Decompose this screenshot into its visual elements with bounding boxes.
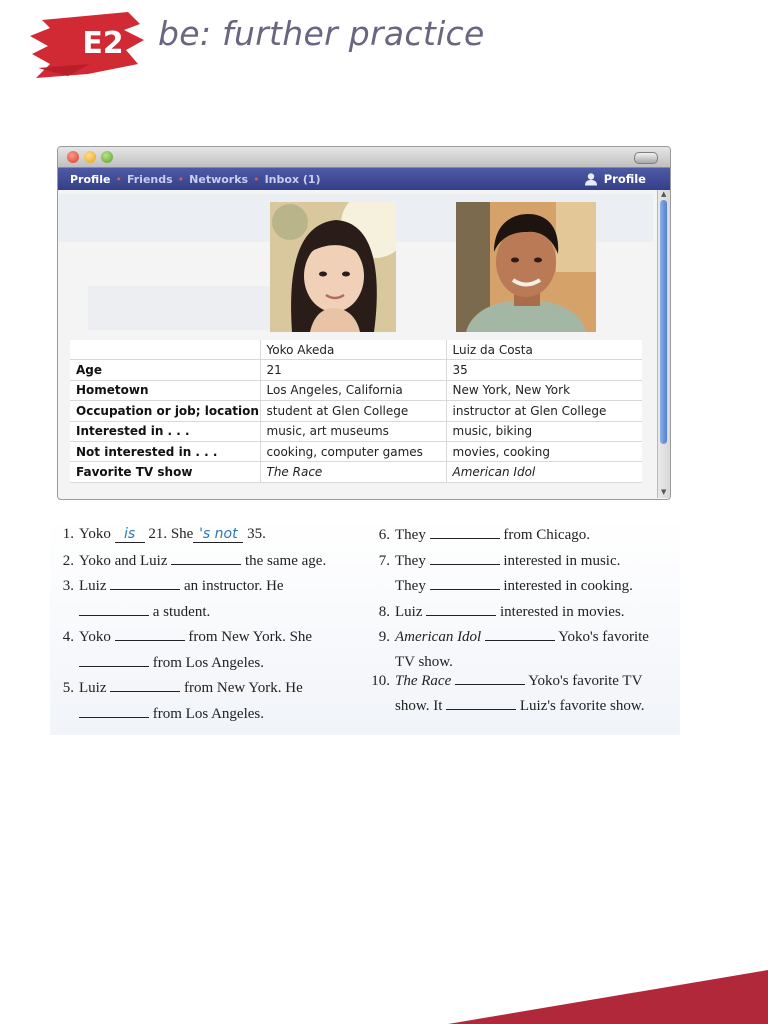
- table-cell: Los Angeles, California: [260, 380, 446, 400]
- zoom-window-button[interactable]: [101, 151, 113, 163]
- answer-blank[interactable]: 's not: [193, 526, 243, 543]
- item-text: Luiz: [395, 603, 423, 620]
- exercise-item: [368, 603, 678, 629]
- item-text: interested in music.: [503, 552, 621, 569]
- profile-menu-button[interactable]: [584, 172, 646, 186]
- table-cell: cooking, computer games: [260, 441, 446, 461]
- item-text: Yoko: [79, 629, 111, 645]
- nav-item-friends[interactable]: Friends: [126, 172, 173, 186]
- answer-blank[interactable]: [171, 552, 241, 565]
- answer-blank[interactable]: [455, 672, 525, 685]
- nav-separator: •: [177, 172, 185, 186]
- item-number: 10.: [371, 672, 390, 689]
- exercise-item: [368, 526, 678, 552]
- item-text: 21. She: [148, 526, 194, 542]
- item-text: from New York. He: [184, 680, 303, 696]
- row-label: Favorite TV show: [70, 462, 260, 482]
- answer-blank[interactable]: [79, 654, 149, 667]
- exercise-column-right: [368, 526, 678, 723]
- scroll-down-arrow-icon[interactable]: ▼: [661, 488, 667, 496]
- item-text: Luiz: [79, 680, 107, 696]
- item-text: interested in cooking.: [503, 578, 633, 594]
- profile-menu-label: Profile: [603, 172, 646, 186]
- answer-blank[interactable]: [426, 603, 496, 616]
- row-label: Age: [70, 360, 260, 380]
- table-header-cell: [70, 340, 260, 360]
- answer-blank[interactable]: [110, 679, 180, 692]
- table-row: [70, 421, 642, 441]
- item-text: show. It: [395, 698, 443, 714]
- table-row: [70, 360, 642, 380]
- item-text: Yoko's favorite: [558, 629, 649, 645]
- item-number: 6.: [378, 527, 390, 543]
- table-cell: American Idol: [446, 462, 642, 482]
- answer-blank[interactable]: [115, 628, 185, 641]
- item-text: They: [395, 552, 426, 569]
- item-number: 3.: [62, 578, 74, 594]
- nav-bar: [58, 168, 670, 190]
- row-label: Interested in . . .: [70, 421, 260, 441]
- table-row: [70, 462, 642, 482]
- item-text: a student.: [152, 603, 211, 620]
- profile-window: [57, 146, 671, 500]
- item-text: Luiz: [79, 578, 107, 594]
- item-number: 2.: [62, 552, 74, 569]
- table-cell: The Race: [260, 462, 446, 482]
- exercise-item: [56, 552, 351, 578]
- table-header-cell: Yoko Akeda: [260, 340, 446, 360]
- item-number: 7.: [378, 552, 390, 569]
- yoko-photo: [270, 202, 396, 332]
- table-cell: 21: [260, 360, 446, 380]
- answer-blank[interactable]: [79, 705, 149, 718]
- item-text: American Idol: [395, 629, 482, 645]
- exercise-item: [368, 672, 678, 698]
- answer-blank[interactable]: [430, 577, 500, 590]
- exercise-item: [56, 526, 351, 552]
- exercise-column-left: [56, 526, 351, 730]
- item-text: Yoko's favorite TV: [528, 672, 643, 689]
- table-cell: music, art museums: [260, 421, 446, 441]
- vertical-scrollbar[interactable]: [657, 190, 670, 498]
- item-number: 4.: [62, 629, 74, 645]
- item-number: 5.: [62, 680, 74, 696]
- item-text: interested in movies.: [500, 603, 625, 620]
- close-window-button[interactable]: [67, 151, 79, 163]
- scroll-up-arrow-icon[interactable]: ▲: [661, 190, 667, 198]
- exercise-item-continuation: [368, 697, 678, 723]
- item-text: Luiz's favorite show.: [519, 698, 645, 714]
- exercise-item-continuation: [56, 654, 351, 680]
- item-text: The Race: [395, 672, 452, 689]
- item-text: from New York. She: [188, 629, 313, 645]
- luiz-photo: [456, 202, 596, 332]
- item-text: from Los Angeles.: [152, 705, 264, 722]
- window-titlebar: [58, 147, 670, 168]
- table-cell: movies, cooking: [446, 441, 642, 461]
- row-label: Not interested in . . .: [70, 441, 260, 461]
- item-text: They: [395, 527, 426, 543]
- table-cell: instructor at Glen College: [446, 401, 642, 421]
- nav-separator: •: [115, 172, 122, 186]
- exercise-item: [368, 628, 678, 654]
- exercise-item-continuation: [368, 654, 678, 672]
- nav-separator: •: [253, 172, 260, 186]
- table-row: [70, 380, 642, 400]
- table-cell: student at Glen College: [260, 401, 446, 421]
- answer-blank[interactable]: [446, 697, 516, 710]
- answer-blank[interactable]: [110, 577, 180, 590]
- item-text: the same age.: [244, 552, 327, 569]
- toolbar-toggle-button[interactable]: [634, 152, 658, 164]
- table-row: [70, 401, 642, 421]
- badge-label: E2: [82, 26, 124, 61]
- answer-blank[interactable]: [79, 603, 149, 616]
- item-text: an instructor. He: [184, 578, 284, 594]
- item-text: 35.: [247, 526, 266, 542]
- item-text: Yoko: [79, 526, 111, 542]
- item-number: 8.: [378, 603, 390, 620]
- exercise-area: [50, 517, 680, 735]
- row-label: Hometown: [70, 380, 260, 400]
- item-text: from Chicago.: [503, 527, 590, 543]
- nav-item-profile[interactable]: Profile: [70, 172, 111, 186]
- table-header-cell: Luiz da Costa: [446, 340, 642, 360]
- profile-comparison-table: [70, 340, 642, 483]
- answer-blank[interactable]: [430, 526, 500, 539]
- table-header-row: [70, 340, 642, 360]
- nav-item-networks[interactable]: Networks: [189, 172, 249, 186]
- exercise-item-continuation: [56, 705, 351, 731]
- scroll-thumb[interactable]: [660, 200, 667, 444]
- item-number: 9.: [378, 629, 390, 645]
- item-text: TV show.: [395, 653, 453, 670]
- answer-blank[interactable]: [485, 628, 555, 641]
- exercise-item: [368, 552, 678, 578]
- table-cell: 35: [446, 360, 642, 380]
- exercise-item-continuation: [56, 603, 351, 629]
- item-text: Yoko and Luiz: [79, 552, 168, 569]
- user-icon: [584, 172, 598, 186]
- item-text: They: [395, 578, 426, 594]
- background-panel: [88, 286, 288, 330]
- nav-item-inbox[interactable]: Inbox (1): [264, 172, 321, 186]
- page-title: be: further practice: [158, 14, 485, 53]
- exercise-item: [56, 679, 351, 705]
- answer-blank[interactable]: is: [115, 526, 145, 543]
- table-row: [70, 441, 642, 461]
- item-text: from Los Angeles.: [152, 654, 264, 671]
- item-number: 1.: [62, 526, 74, 542]
- exercise-item-continuation: [368, 577, 678, 603]
- minimize-window-button[interactable]: [84, 151, 96, 163]
- profile-content: [58, 190, 670, 498]
- row-label: Occupation or job; location: [70, 401, 260, 421]
- table-cell: music, biking: [446, 421, 642, 441]
- answer-blank[interactable]: [430, 552, 500, 565]
- exercise-item: [56, 628, 351, 654]
- exercise-item: [56, 577, 351, 603]
- section-badge: [28, 6, 148, 84]
- table-cell: New York, New York: [446, 380, 642, 400]
